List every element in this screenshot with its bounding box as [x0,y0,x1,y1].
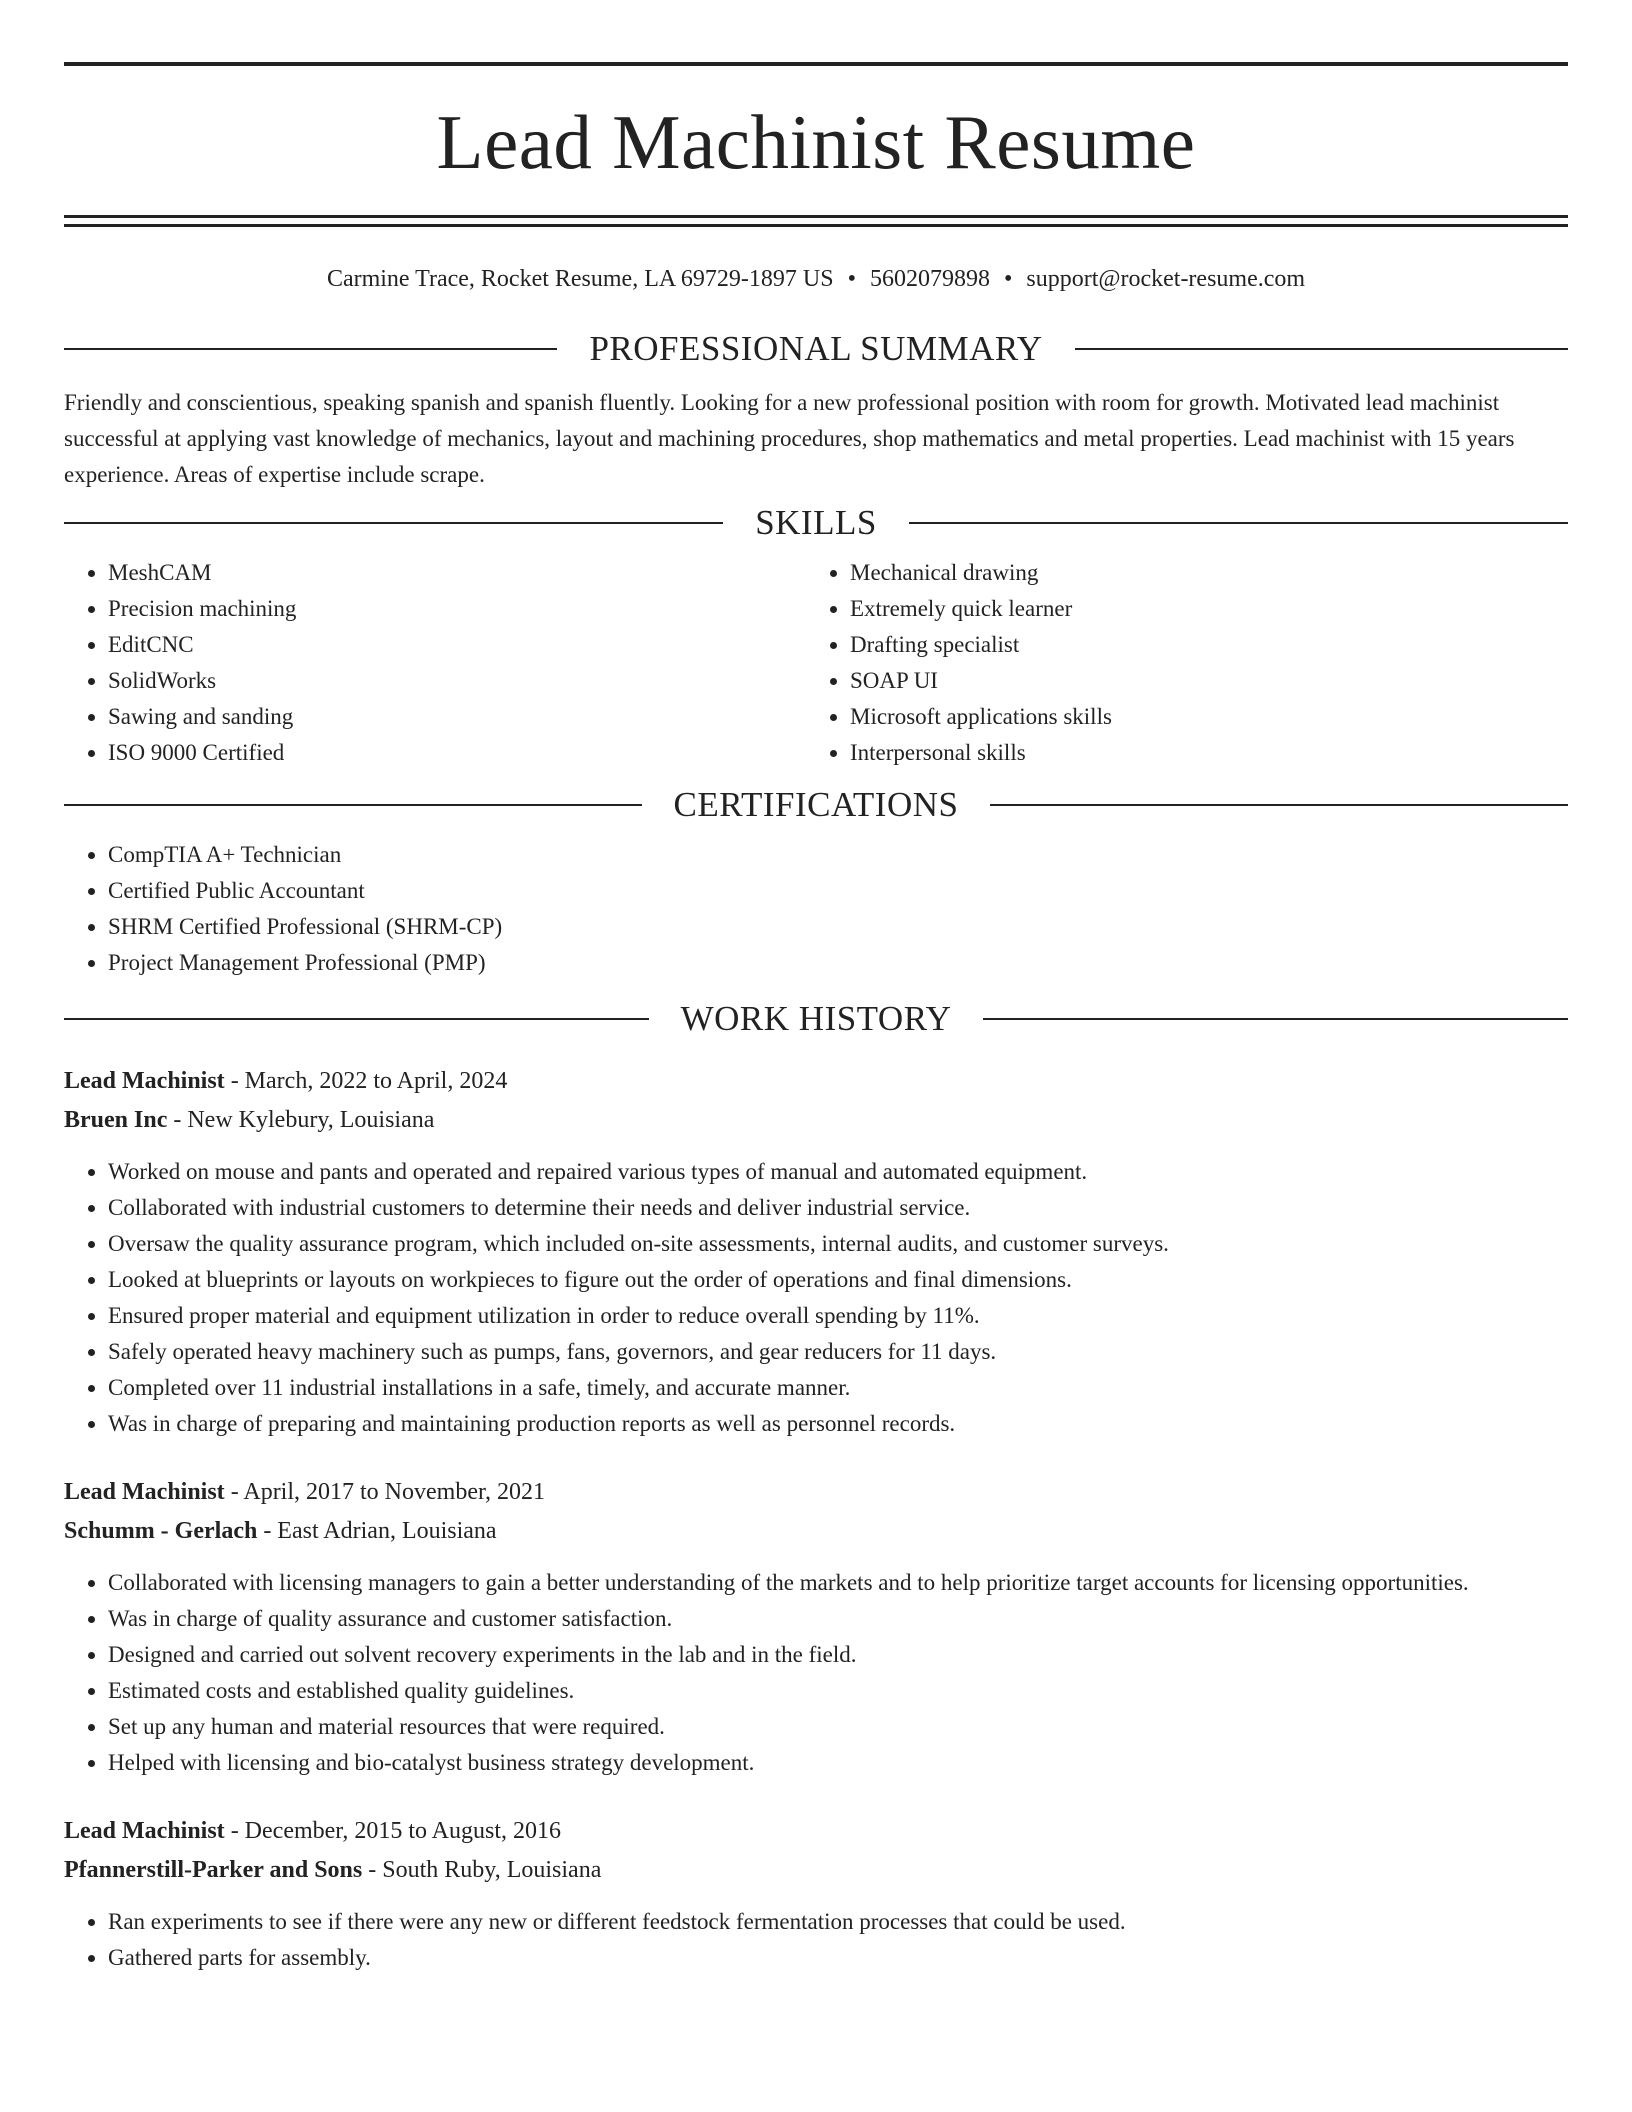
job-dates: - December, 2015 to August, 2016 [224,1818,562,1844]
contact-address: Carmine Trace, Rocket Resume, LA 69729-1897 US [326,266,834,292]
job-bullet: • Looked at blueprints or layouts on workpieces to figure out the order of operations and final dimensions. [108,1262,1568,1298]
job-bullet: • Collaborated with industrial customers to determine their needs and deliver industrial service. [108,1190,1568,1226]
job-bullet: • Oversaw the quality assurance program, which included on-site assessments, internal audits, and customer surveys. [108,1226,1568,1262]
skills-list [64,555,1568,771]
heading-rule [1075,348,1568,350]
heading-rule [909,522,1568,524]
job-bullets [64,1154,1568,1442]
job-company: Pfannerstill-Parker and Sons [64,1857,363,1883]
job-bullet: • Worked on mouse and pants and operated and repaired various types of manual and automated equipment. [108,1154,1568,1190]
skills-column-left [64,555,806,771]
job-dates: - March, 2022 to April, 2024 [224,1068,508,1094]
job-title: Lead Machinist [64,1818,225,1844]
skill-item: • Interpersonal skills [850,735,1548,771]
job-bullet: • Estimated costs and established quality guidelines. [108,1673,1568,1709]
job-location: - East Adrian, Louisiana [257,1518,497,1544]
skill-item: • Extremely quick learner [850,591,1548,627]
skill-item: • Sawing and sanding [108,699,806,735]
heading-rule [64,348,557,350]
contact-separator: • [1003,266,1013,292]
job-company: Bruen Inc [64,1107,168,1133]
heading-rule [990,804,1568,806]
job-entry [64,1473,1568,1781]
contact-separator: • [847,266,856,292]
skills-heading-label: SKILLS [755,503,877,542]
resume-title: Lead Machinist Resume [436,99,1196,185]
skill-item: • Microsoft applications skills [850,699,1548,735]
job-entry [64,1062,1568,1442]
skills-heading [64,503,1568,543]
summary-text: Friendly and conscientious, speaking spanish and spanish fluently. Looking for a new professional position with room for growth. Motivated lead machinist successful at applying vast knowledge of mechanics, layout and machining procedures, shop mathematics and metal properties. Lead machinist with 15 years experience. Areas of expertise include scrape. [64,390,1515,487]
contact-email: support@rocket-resume.com [1026,266,1306,292]
job-title: Lead Machinist [64,1479,225,1505]
job-dates: - April, 2017 to November, 2021 [224,1479,546,1505]
work-history-heading-label: WORK HISTORY [680,999,952,1038]
skills-column-right [806,555,1548,771]
skill-item: • Precision machining [108,591,806,627]
job-location: - New Kylebury, Louisiana [167,1107,435,1133]
skill-item: • EditCNC [108,627,806,663]
certification-item: • CompTIA A+ Technician [108,837,1568,873]
certification-item: • Certified Public Accountant [108,873,1568,909]
job-entry [64,1812,1568,1976]
heading-rule [64,1018,649,1020]
job-company-line [64,1512,1568,1551]
job-bullets [64,1565,1568,1781]
heading-rule [64,522,723,524]
skill-item: • SOAP UI [850,663,1548,699]
job-bullet: • Collaborated with licensing managers to gain a better understanding of the markets and to help prioritize target accounts for licensing opportunities. [108,1565,1568,1601]
job-location: - South Ruby, Louisiana [362,1857,602,1883]
top-rule [64,62,1568,66]
heading-rule [983,1018,1568,1020]
skill-item: • SolidWorks [108,663,806,699]
certifications-list [64,837,1568,981]
certification-item: • Project Management Professional (PMP) [108,945,1568,981]
certifications-heading [64,785,1568,825]
job-bullets [64,1904,1568,1976]
job-bullet: • Was in charge of quality assurance and customer satisfaction. [108,1601,1568,1637]
heading-rule [64,804,642,806]
summary-heading [64,329,1568,369]
contact-phone: 5602079898 [869,266,990,292]
job-bullet: • Ensured proper material and equipment utilization in order to reduce overall spending by 11%. [108,1298,1568,1334]
contact-line [64,264,1568,294]
job-bullet: • Designed and carried out solvent recovery experiments in the lab and in the field. [108,1637,1568,1673]
skill-item: • MeshCAM [108,555,806,591]
job-company-line [64,1101,1568,1140]
job-bullet: • Set up any human and material resources that were required. [108,1709,1568,1745]
skill-item: • Drafting specialist [850,627,1548,663]
work-history-heading [64,999,1568,1039]
job-bullet: • Completed over 11 industrial installations in a safe, timely, and accurate manner. [108,1370,1568,1406]
job-title-line [64,1812,1568,1851]
skill-item: • ISO 9000 Certified [108,735,806,771]
certifications-heading-label: CERTIFICATIONS [673,785,959,824]
job-title-line [64,1062,1568,1101]
job-bullet: • Safely operated heavy machinery such as pumps, fans, governors, and gear reducers for 11 days. [108,1334,1568,1370]
job-title: Lead Machinist [64,1068,225,1094]
job-bullet: • Ran experiments to see if there were any new or different feedstock fermentation processes that could be used. [108,1904,1568,1940]
job-bullet: • Was in charge of preparing and maintaining production reports as well as personnel records. [108,1406,1568,1442]
job-company-line [64,1851,1568,1890]
job-company: Schumm - Gerlach [64,1518,258,1544]
certification-item: • SHRM Certified Professional (SHRM-CP) [108,909,1568,945]
double-rule [64,215,1568,227]
job-bullet: • Helped with licensing and bio-catalyst business strategy development. [108,1745,1568,1781]
skill-item: • Mechanical drawing [850,555,1548,591]
job-bullet: • Gathered parts for assembly. [108,1940,1568,1976]
summary-heading-label: PROFESSIONAL SUMMARY [589,329,1043,368]
title-block [64,0,1568,227]
job-title-line [64,1473,1568,1512]
